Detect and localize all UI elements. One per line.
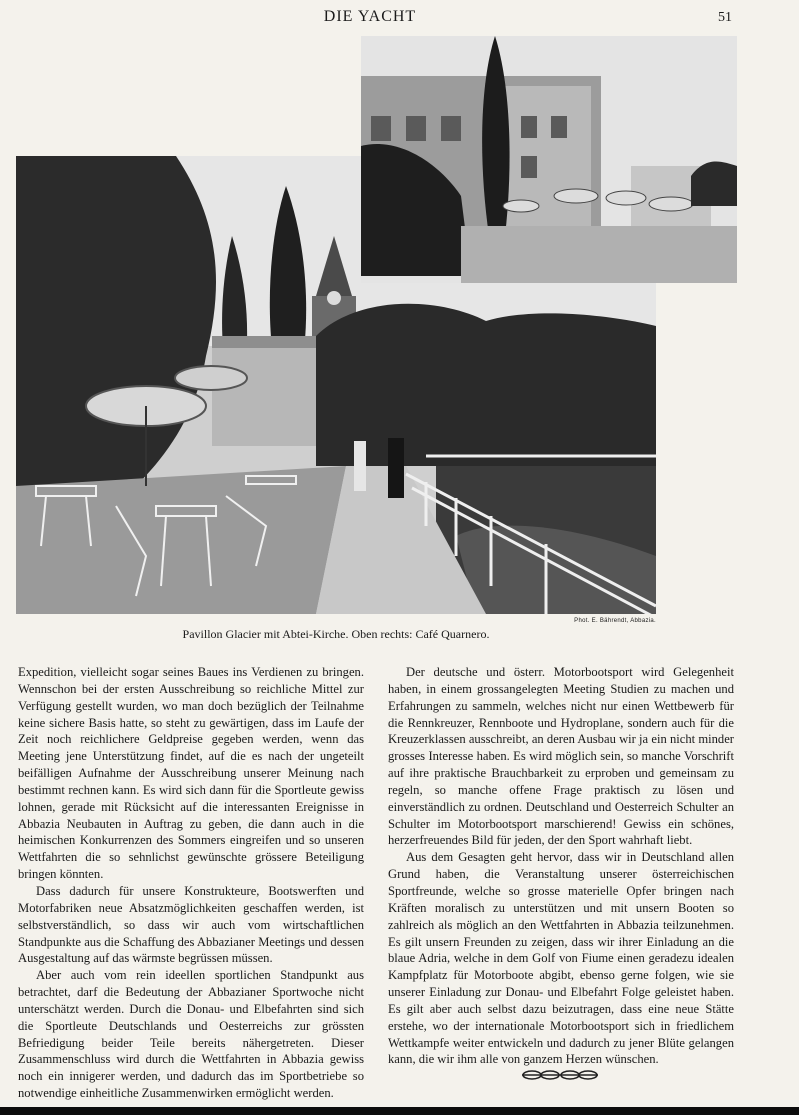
paragraph: Der deutsche und österr. Motorbootsport wird Gelegenheit haben, in einem grossangelegten Meeting Studien zu machen und Erfahrungen zu sammeln, welches nicht nur einen Wettbewerb für die Rennkreuzer, Rennboote und Hydroplane, sondern auch für die Kreuzerklassen ausschreibt, an deren Ausbau wir ja ein nicht minder grosses Interesse haben. Es wird möglich sein, so manche Vorschrift auf ihre praktische Brauchbarkeit zu erproben und gemeinsam zu regeln, so manche offene Frage praktisch zu lösen und einverständlich zu ordnen. Deutschland und Oesterreich Schulter an Schulter im Motorbootsport marschierend! Gewiss ein schönes, herzerfreuendes Bild für jeden, der den Sport wahrhaft liebt. (388, 665, 734, 848)
scan-edge (0, 1107, 799, 1115)
article-column-left (18, 664, 364, 1102)
paragraph: Dass dadurch für unsere Konstrukteure, Bootswerften und Motorfabriken neue Absatzmöglichkeiten geschaffen werden, ist selbstverständlich, so dass wir auch vom wirtschaftlichen Standpunkte aus die Schaffung des Abbazianer Meetings und dessen Ausgestaltung auf das wärmste begrüssen müssen. (18, 883, 364, 966)
header-title: DIE YACHT (323, 8, 417, 25)
photo-credit: Phot. E. Bährendt, Abbazia. (574, 618, 656, 624)
article-column-right (388, 664, 734, 1068)
paragraph: Aus dem Gesagten geht hervor, dass wir in Deutschland allen Grund haben, die Veranstaltung unserer österreichischen Sportfreunde, welche so grosse materielle Opfer bringen nach Kräften moralisch zu unterstützen und mit unsern Booten so zahlreich als möglich an den Wettfahrten in Abbazia teilzunehmen. Es gilt unsern Freunden zu zeigen, dass wir ihrer Einladung an die blaue Adria, welche in dem Golf von Fiume einen geradezu idealen Kampfplatz für Motorboote abgibt, ebenso gerne folgen, wie sie unserer Einladung zur Donau- und Elbefahrt Folge geleistet haben. Es gilt aber auch selbst dazu beizutragen, dass eine neue Stätte erstehe, wo der internationale Motorbootsport sich in friedlichem Wettkampfe weiter entwickeln und dadurch zu jener Blüte gelangen kann, die wir ihm alle von ganzem Herzen wünschen. (388, 850, 734, 1067)
paragraph: Expedition, vielleicht sogar seines Baues ins Verdienen zu bringen. Wennschon bei der ersten Ausschreibung so reichliche Mittel zur Verfügung gestellt wurden, wo man doch bezüglich der Teilnahme keine sichere Basis hatte, so steht zu gewärtigen, dass im Laufe der Zeit noch reichlichere Geldpreise gegeben werden, wenn das Meeting jene Unterstützung findet, auf die es nach der ungeteilt beifälligen Aufnahme der Ausschreibung unserer Meinung nach bestimmt rechnen kann. Es wird sich dann für die Sportleute gewiss lohnen, gerade mit Rücksicht auf die interessanten Ereignisse in Abbazia Neubauten in Auftrag zu geben, die dann auch in die heimischen Konkurrenzen des Sommers eingreifen und so unseren Wettfahrten die so sehnlichst gewünschte grössere Beteiligung bringen könnten. (18, 665, 364, 882)
page-number: 51 (718, 10, 732, 25)
paragraph: Aber auch vom rein ideellen sportlichen Standpunkt aus betrachtet, darf die Bedeutung der Abbazianer Sportwoche nicht unterschätzt werden. Durch die Donau- und Elbefahrten sind sich die Sportleute Deutschlands und Oesterreichs zur grössten Befriedigung beider Teile bereits nähergetreten. Dieser Zusammenschluss wird durch die Wettfahrten in Abbazia gewiss noch ein innigerer werden, und dadurch das im Sportbetriebe so notwendige einheitliche Zusammenwirken ermöglicht werden. (18, 968, 364, 1101)
cafe-quarnero-photo (361, 36, 737, 283)
end-ornament (520, 1068, 600, 1082)
figure-caption: Pavillon Glacier mit Abtei-Kirche. Oben rechts: Café Quarnero. (182, 627, 490, 641)
